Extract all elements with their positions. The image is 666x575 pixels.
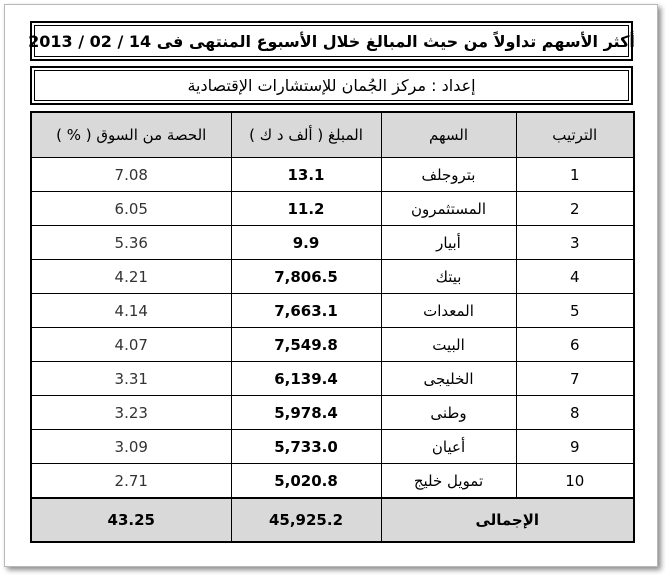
cell-rank: 7 <box>516 362 634 396</box>
cell-stock: البيت <box>381 328 516 362</box>
cell-stock: أبيار <box>381 226 516 260</box>
cell-share: 5.36 <box>31 226 231 260</box>
table-row <box>31 464 634 499</box>
cell-amount: 9.9 <box>231 226 381 260</box>
cell-stock: المعدات <box>381 294 516 328</box>
prepared-by-box <box>30 66 633 105</box>
cell-amount: 11.2 <box>231 192 381 226</box>
cell-rank: 6 <box>516 328 634 362</box>
cell-amount: 7,806.5 <box>231 260 381 294</box>
cell-amount: 5,733.0 <box>231 430 381 464</box>
cell-rank: 10 <box>516 464 634 499</box>
cell-share: 3.31 <box>31 362 231 396</box>
cell-amount: 5,978.4 <box>231 396 381 430</box>
cell-rank: 9 <box>516 430 634 464</box>
cell-share: 3.09 <box>31 430 231 464</box>
total-amount: 45,925.2 <box>231 498 381 542</box>
cell-rank: 5 <box>516 294 634 328</box>
cell-amount: 7,549.8 <box>231 328 381 362</box>
table-header-row <box>31 112 634 158</box>
cell-stock: تمويل خليج <box>381 464 516 499</box>
table-row <box>31 430 634 464</box>
header-stock: السهم <box>381 112 516 158</box>
cell-rank: 2 <box>516 192 634 226</box>
top-traded-stocks-table <box>30 111 635 543</box>
cell-share: 3.23 <box>31 396 231 430</box>
header-rank: الترتيب <box>516 112 634 158</box>
cell-amount: 6,139.4 <box>231 362 381 396</box>
cell-stock: الخليجى <box>381 362 516 396</box>
cell-share: 4.07 <box>31 328 231 362</box>
cell-share: 4.14 <box>31 294 231 328</box>
cell-share: 2.71 <box>31 464 231 499</box>
prepared-by-label: إعداد : مركز الجُمان للإستشارات الإقتصادية <box>187 76 476 95</box>
header-share: الحصة من السوق ( % ) <box>31 112 231 158</box>
table-row <box>31 260 634 294</box>
cell-share: 7.08 <box>31 158 231 192</box>
table-row <box>31 158 634 192</box>
page-title: أكثر الأسهم تداولاً من حيث المبالغ خلال الأسبوع المنتهى فى 14 / 02 / 2013 <box>28 31 635 51</box>
cell-rank: 4 <box>516 260 634 294</box>
cell-amount: 5,020.8 <box>231 464 381 499</box>
cell-rank: 1 <box>516 158 634 192</box>
total-row <box>31 498 634 542</box>
cell-amount: 7,663.1 <box>231 294 381 328</box>
table-row <box>31 362 634 396</box>
table-row <box>31 328 634 362</box>
cell-stock: بتروجلف <box>381 158 516 192</box>
table-row <box>31 294 634 328</box>
title-box <box>30 21 633 61</box>
cell-share: 4.21 <box>31 260 231 294</box>
header-amount: المبلغ ( ألف د ك ) <box>231 112 381 158</box>
cell-rank: 3 <box>516 226 634 260</box>
total-share: 43.25 <box>31 498 231 542</box>
cell-rank: 8 <box>516 396 634 430</box>
cell-stock: المستثمرون <box>381 192 516 226</box>
cell-share: 6.05 <box>31 192 231 226</box>
table-row <box>31 396 634 430</box>
total-label: الإجمالى <box>381 498 634 542</box>
table-row <box>31 192 634 226</box>
cell-stock: أعيان <box>381 430 516 464</box>
cell-stock: وطنى <box>381 396 516 430</box>
cell-stock: بيتك <box>381 260 516 294</box>
cell-amount: 13.1 <box>231 158 381 192</box>
table-row <box>31 226 634 260</box>
